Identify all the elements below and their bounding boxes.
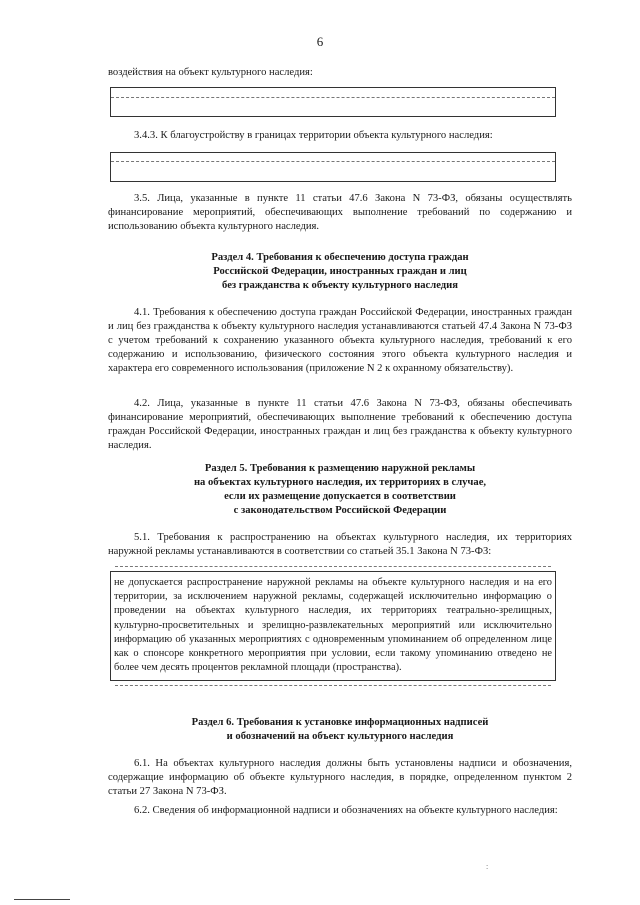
item-6-1: 6.1. На объектах культурного наследия должны быть установлены надписи и обозначения, содержащие информацию об объекте культурного наследия, в порядке, определенном пунктом 2 статьи 27 Закона N 73-ФЗ. bbox=[108, 758, 572, 797]
continuation-text: воздействия на объект культурного наследия: bbox=[108, 67, 313, 78]
page-number: 6 bbox=[316, 34, 324, 49]
item-4-2: 4.2. Лица, указанные в пункте 11 статьи 47.6 Закона N 73-ФЗ, обязаны обеспечивать финансирование мероприятий, обеспечивающих выполнение требований к обеспечению доступа граждан Российской Федерации, иностранных граждан и лиц без гражданства к объекту культурного наследия. bbox=[108, 398, 572, 451]
section-5-heading-line-1: Раздел 5. Требования к размещению наружной рекламы bbox=[204, 463, 476, 474]
section-4-heading bbox=[108, 251, 572, 293]
footer-marks: : bbox=[486, 862, 489, 871]
section-5-heading bbox=[108, 462, 572, 518]
advertising-rules-box bbox=[110, 571, 556, 681]
section-6-heading bbox=[108, 716, 572, 744]
empty-field-box-2 bbox=[110, 152, 556, 182]
footer-line bbox=[14, 899, 70, 900]
section-5-heading-line-4: с законодательством Российской Федерации bbox=[233, 505, 447, 516]
item-6-2: 6.2. Сведения об информационной надписи и обозначениях на объекте культурного наследия: bbox=[134, 805, 558, 816]
section-4-heading-line-3: без гражданства к объекту культурного наследия bbox=[222, 280, 458, 291]
section-4-heading-line-2: Российской Федерации, иностранных граждан и лиц bbox=[213, 266, 467, 277]
empty-field-box-1 bbox=[110, 87, 556, 117]
section-5-heading-line-3: если их размещение допускается в соответствии bbox=[224, 491, 456, 502]
item-3-4-3: 3.4.3. К благоустройству в границах территории объекта культурного наследия: bbox=[134, 130, 493, 141]
item-3-5: 3.5. Лица, указанные в пункте 11 статьи 47.6 Закона N 73-ФЗ, обязаны осуществлять финансирование мероприятий, обеспечивающих выполнение требований по содержанию и использованию объекта культурного наследия. bbox=[108, 193, 572, 232]
section-4-heading-line-1: Раздел 4. Требования к обеспечению доступа граждан bbox=[211, 252, 469, 263]
item-5-1: 5.1. Требования к распространению на объектах культурного наследия, их территориях наружной рекламы устанавливаются в соответствии со статьей 35.1 Закона N 73-ФЗ: bbox=[108, 532, 572, 557]
section-5-heading-line-2: на объектах культурного наследия, их территориях в случае, bbox=[193, 477, 487, 488]
section-6-heading-line-1: Раздел 6. Требования к установке информационных надписей bbox=[191, 717, 489, 728]
advertising-rules-text: не допускается распространение наружной рекламы на объекте культурного наследия и на его территории, за исключением наружной рекламы, содержащей исключительно информацию о проведении на объектах культурного наследия, их территориях театрально-зрелищных, культурно-просветительных и зрелищно-развлекательных мероприятий или исключительно информацию об указанных мероприятиях с одновременным упоминанием об определенном лице как о спонсоре конкретного мероприятия при условии, если такому упоминанию отведено не более чем десять процентов рекламной площади (пространства). bbox=[114, 577, 552, 674]
section-6-heading-line-2: и обозначений на объект культурного наследия bbox=[226, 731, 454, 742]
item-4-1: 4.1. Требования к обеспечению доступа граждан Российской Федерации, иностранных граждан и лиц без гражданства к объекту культурного наследия устанавливаются статьей 47.4 Закона N 73-ФЗ с учетом требований к сохранению указанного объекта культурного наследия, требований к его содержанию и использованию, физического состояния этого объекта культурного наследия и характера его современного использования (приложение N 2 к охранному обязательству). bbox=[108, 307, 572, 374]
